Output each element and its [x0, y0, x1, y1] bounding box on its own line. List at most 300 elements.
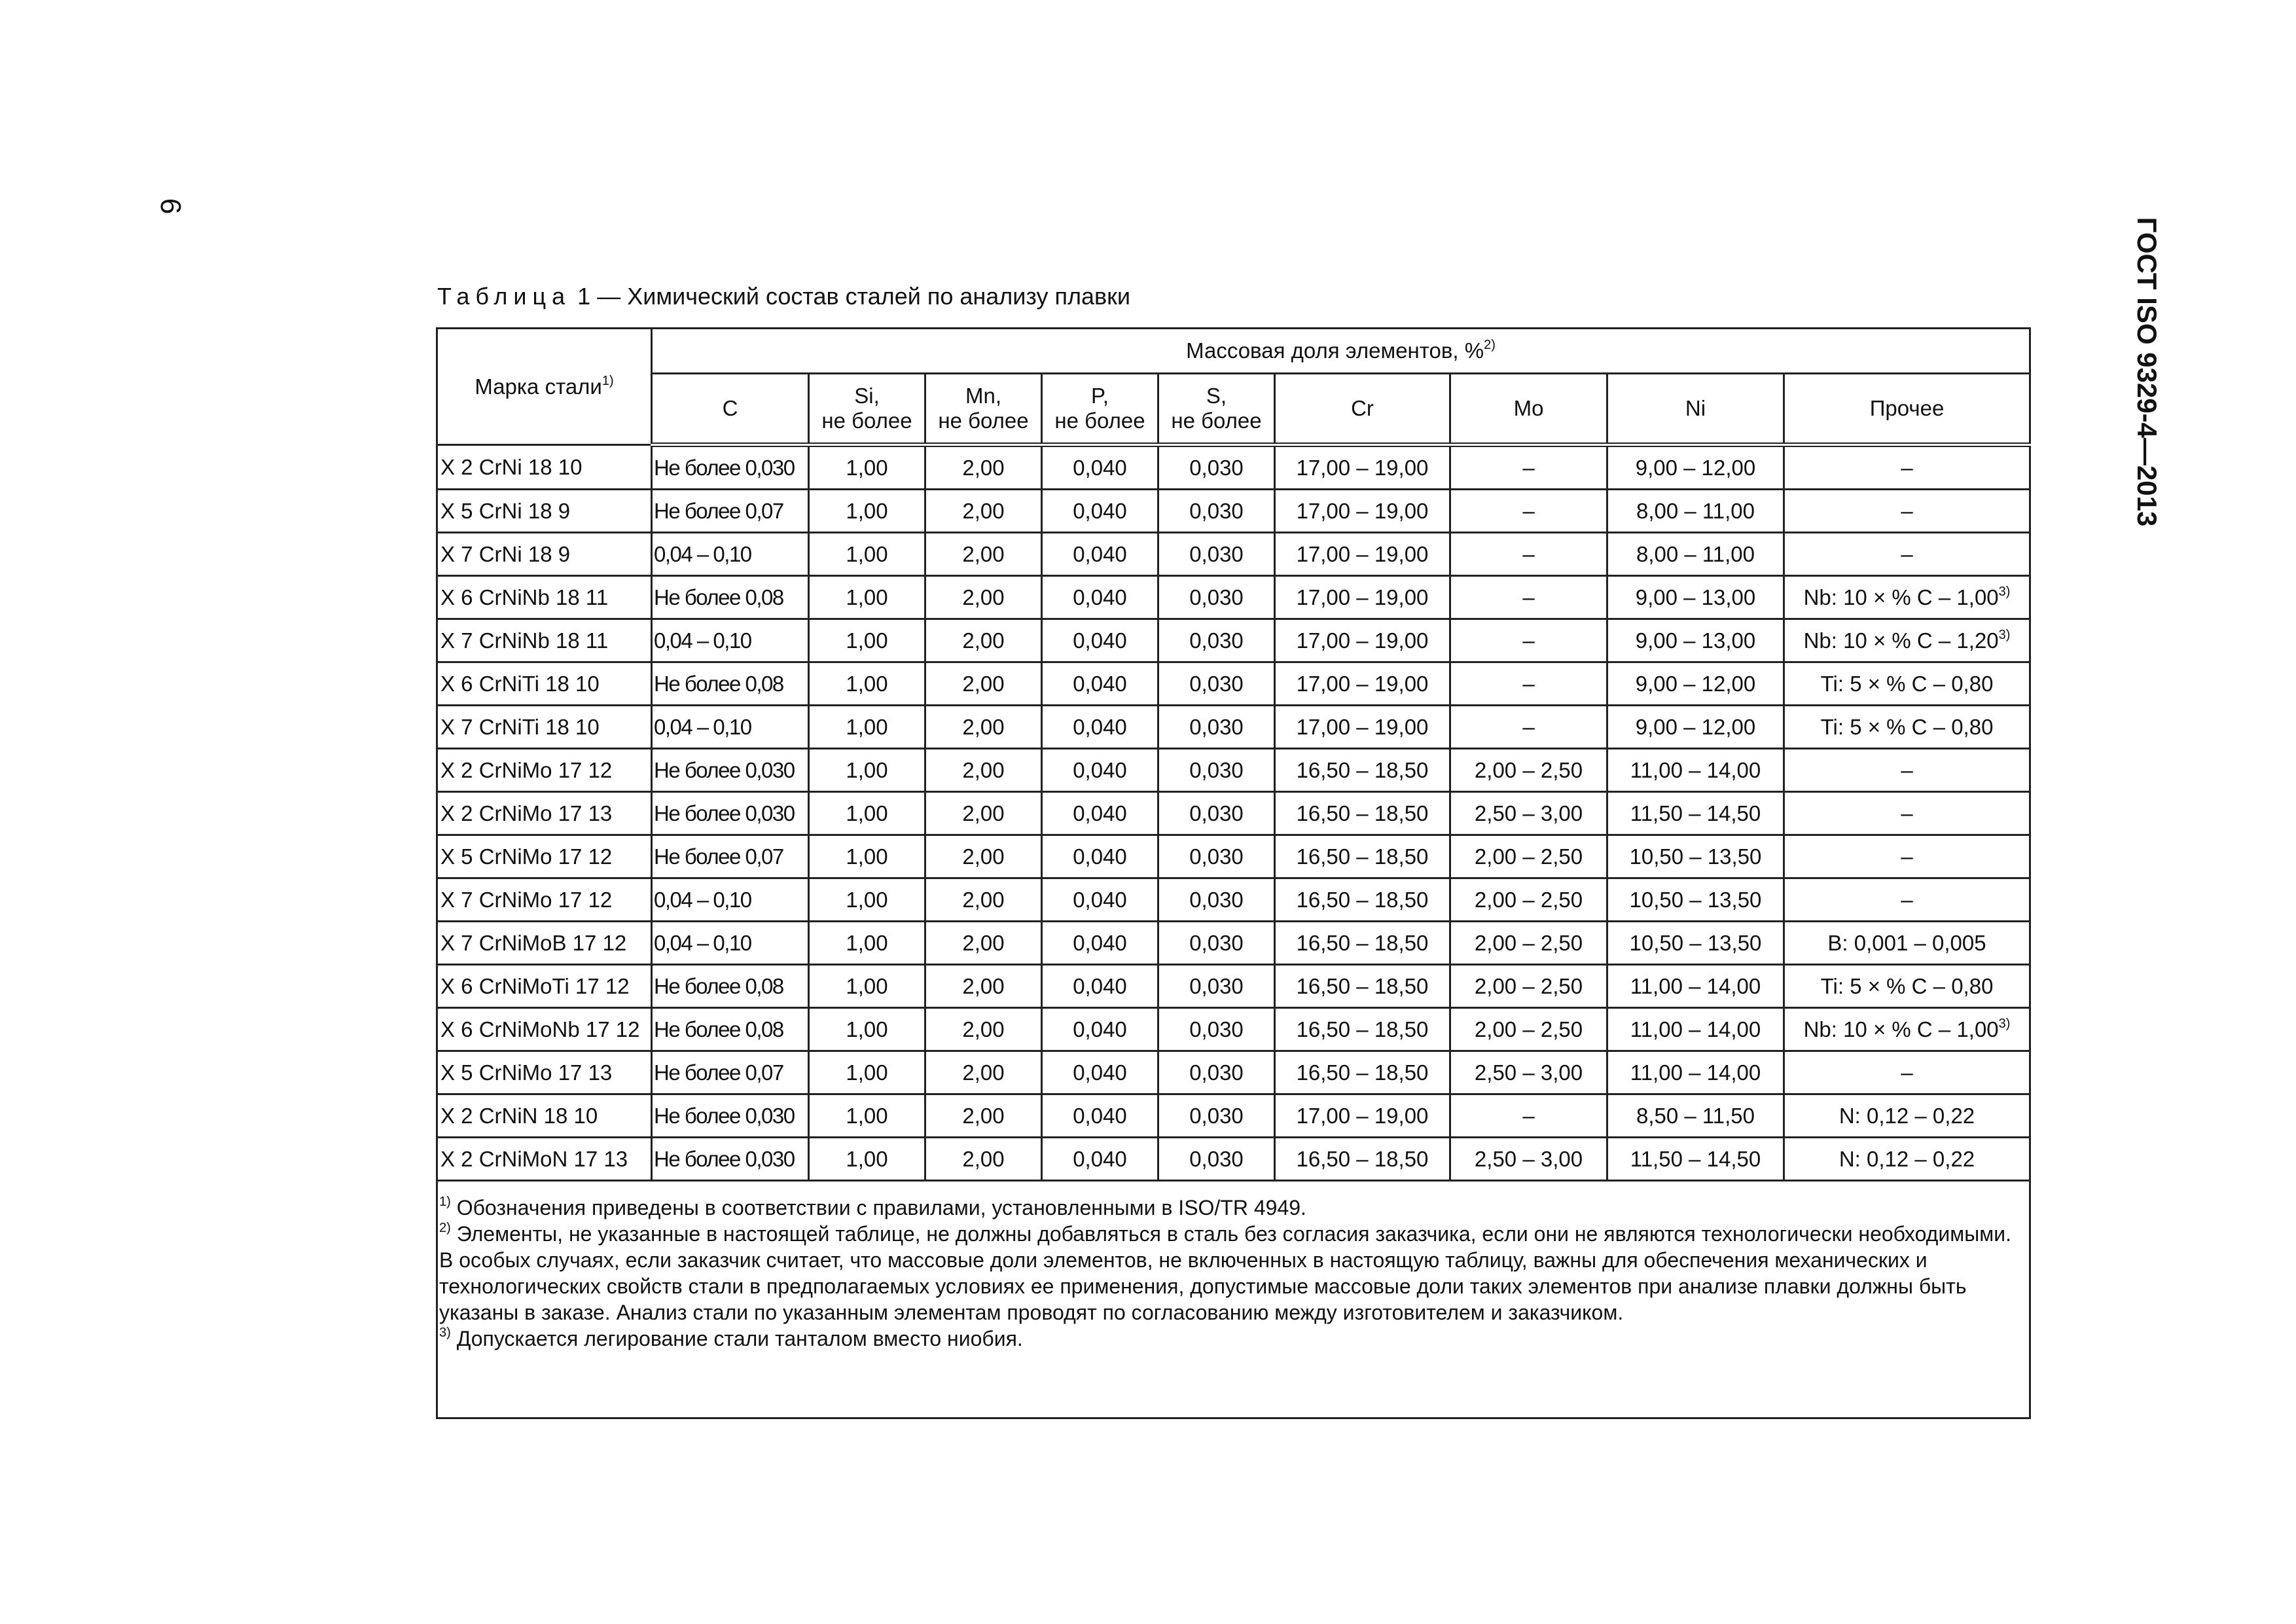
cell-mo-value: 2,50 – 3,00	[1474, 1146, 1583, 1171]
cell-grade	[437, 576, 652, 619]
cell-ni-value: 10,50 – 13,50	[1629, 887, 1762, 912]
cell-p	[1042, 490, 1158, 533]
cell-other	[1784, 792, 2030, 835]
cell-si-value: 1,00	[846, 844, 888, 869]
cell-c-value: Не более 0,07	[654, 498, 783, 523]
cell-cr-value: 16,50 – 18,50	[1296, 930, 1429, 955]
cell-p-value: 0,040	[1073, 498, 1127, 523]
cell-s-value: 0,030	[1189, 455, 1244, 480]
cell-mn-value: 2,00	[962, 757, 1005, 782]
cell-si	[809, 835, 925, 878]
cell-ni	[1607, 533, 1784, 576]
cell-c	[652, 445, 809, 490]
cell-mo	[1450, 922, 1607, 965]
cell-s	[1158, 576, 1275, 619]
cell-s	[1158, 1051, 1275, 1094]
cell-mn	[925, 619, 1042, 662]
cell-cr	[1275, 749, 1450, 792]
cell-s-value: 0,030	[1189, 930, 1244, 955]
header-element-limit: не более	[821, 408, 912, 433]
cell-grade	[437, 965, 652, 1008]
cell-p-value: 0,040	[1073, 585, 1127, 609]
cell-ni-value: 8,00 – 11,00	[1636, 498, 1755, 523]
cell-other-value: Nb: 10 × % C – 1,20	[1803, 628, 1999, 653]
cell-cr	[1275, 445, 1450, 490]
cell-mn	[925, 749, 1042, 792]
footnote	[439, 1326, 2026, 1352]
cell-p-value: 0,040	[1073, 541, 1127, 566]
cell-mn	[925, 878, 1042, 922]
header-element-symbol: Ni	[1685, 396, 1706, 420]
cell-mn-value: 2,00	[962, 498, 1005, 523]
cell-c	[652, 1138, 809, 1181]
cell-p	[1042, 662, 1158, 706]
header-element-column	[925, 374, 1042, 445]
cell-mn-value: 2,00	[962, 1103, 1005, 1128]
cell-cr-value: 17,00 – 19,00	[1296, 714, 1429, 739]
cell-c	[652, 835, 809, 878]
cell-other-value: –	[1901, 844, 1913, 869]
cell-grade	[437, 490, 652, 533]
cell-cr	[1275, 922, 1450, 965]
cell-s	[1158, 662, 1275, 706]
cell-si	[809, 662, 925, 706]
header-element-column	[1450, 374, 1607, 445]
cell-c-value: 0,04 – 0,10	[654, 628, 751, 653]
cell-ni-value: 9,00 – 13,00	[1635, 628, 1756, 653]
cell-s	[1158, 1008, 1275, 1051]
cell-c	[652, 878, 809, 922]
cell-other-value: –	[1901, 801, 1913, 825]
cell-ni-value: 11,50 – 14,50	[1630, 801, 1761, 825]
cell-grade	[437, 1051, 652, 1094]
cell-ni	[1607, 922, 1784, 965]
cell-mo	[1450, 1138, 1607, 1181]
cell-c-value: Не более 0,07	[654, 1060, 783, 1085]
cell-c	[652, 965, 809, 1008]
cell-other-value: Ti: 5 × % C – 0,80	[1820, 714, 1994, 739]
cell-ni-value: 10,50 – 13,50	[1629, 930, 1762, 955]
cell-mo	[1450, 835, 1607, 878]
table-row	[437, 490, 2030, 533]
cell-mo	[1450, 576, 1607, 619]
header-element-symbol: Cr	[1351, 396, 1374, 420]
cell-other	[1784, 619, 2030, 662]
cell-s	[1158, 490, 1275, 533]
cell-s-value: 0,030	[1189, 628, 1244, 653]
cell-c	[652, 792, 809, 835]
cell-mn-value: 2,00	[962, 671, 1005, 696]
table-row	[437, 706, 2030, 749]
cell-mn	[925, 1008, 1042, 1051]
cell-p	[1042, 576, 1158, 619]
cell-mo	[1450, 878, 1607, 922]
cell-s	[1158, 792, 1275, 835]
cell-other	[1784, 1051, 2030, 1094]
cell-grade	[437, 445, 652, 490]
cell-s-value: 0,030	[1189, 541, 1244, 566]
header-element-row	[437, 374, 2030, 445]
cell-si-value: 1,00	[846, 671, 888, 696]
cell-cr	[1275, 835, 1450, 878]
cell-p	[1042, 878, 1158, 922]
cell-other-value: Nb: 10 × % C – 1,00	[1803, 1017, 1999, 1041]
cell-mo-value: –	[1522, 671, 1535, 696]
cell-cr-value: 16,50 – 18,50	[1296, 887, 1429, 912]
footnote-text: Допускается легирование стали танталом вместо ниобия.	[456, 1327, 1023, 1350]
table-row	[437, 1051, 2030, 1094]
cell-cr-value: 16,50 – 18,50	[1296, 1060, 1429, 1085]
cell-c-value: Не более 0,030	[654, 1103, 795, 1128]
cell-other	[1784, 1008, 2030, 1051]
cell-grade-value: X 7 CrNiTi 18 10	[440, 714, 600, 739]
table-row	[437, 1138, 2030, 1181]
cell-s-value: 0,030	[1189, 973, 1244, 998]
cell-si-value: 1,00	[846, 1017, 888, 1041]
table-row	[437, 792, 2030, 835]
cell-mo-value: 2,00 – 2,50	[1474, 844, 1583, 869]
header-element-column	[1784, 374, 2030, 445]
cell-s	[1158, 1138, 1275, 1181]
cell-mn	[925, 1051, 1042, 1094]
cell-other-value: N: 0,12 – 0,22	[1839, 1103, 1975, 1128]
cell-mn	[925, 576, 1042, 619]
cell-grade-value: X 6 CrNiNb 18 11	[440, 585, 609, 609]
cell-mo-value: –	[1522, 585, 1535, 609]
cell-grade-value: X 7 CrNi 18 9	[440, 541, 571, 566]
cell-mn-value: 2,00	[962, 1060, 1005, 1085]
cell-mn	[925, 835, 1042, 878]
cell-mo-value: 2,00 – 2,50	[1474, 757, 1583, 782]
cell-cr-value: 17,00 – 19,00	[1296, 1103, 1429, 1128]
cell-s	[1158, 965, 1275, 1008]
cell-s-value: 0,030	[1189, 757, 1244, 782]
cell-p-value: 0,040	[1073, 1146, 1127, 1171]
table-row	[437, 619, 2030, 662]
cell-p-value: 0,040	[1073, 973, 1127, 998]
cell-mo-value: –	[1522, 455, 1535, 480]
cell-mo-value: –	[1522, 628, 1535, 653]
cell-c	[652, 1094, 809, 1138]
cell-s	[1158, 749, 1275, 792]
cell-c-value: Не более 0,08	[654, 585, 783, 609]
cell-cr	[1275, 1138, 1450, 1181]
cell-mo	[1450, 1008, 1607, 1051]
cell-p-value: 0,040	[1073, 455, 1127, 480]
cell-other-value: –	[1901, 1060, 1913, 1085]
cell-cr-value: 16,50 – 18,50	[1296, 757, 1429, 782]
cell-grade-value: X 6 CrNiMoNb 17 12	[440, 1017, 640, 1041]
cell-ni-value: 11,00 – 14,00	[1630, 757, 1761, 782]
table-row	[437, 878, 2030, 922]
cell-other	[1784, 749, 2030, 792]
cell-s	[1158, 835, 1275, 878]
cell-c	[652, 706, 809, 749]
cell-other	[1784, 878, 2030, 922]
cell-other	[1784, 662, 2030, 706]
cell-cr-value: 16,50 – 18,50	[1296, 973, 1429, 998]
cell-other	[1784, 1138, 2030, 1181]
cell-ni	[1607, 619, 1784, 662]
cell-mn-value: 2,00	[962, 541, 1005, 566]
cell-p-value: 0,040	[1073, 887, 1127, 912]
cell-s-value: 0,030	[1189, 1103, 1244, 1128]
cell-grade-value: X 6 CrNiTi 18 10	[440, 671, 600, 696]
chemical-composition-table	[436, 327, 2031, 1419]
cell-grade	[437, 706, 652, 749]
cell-mo-value: 2,50 – 3,00	[1474, 801, 1583, 825]
cell-ni-value: 9,00 – 12,00	[1635, 714, 1756, 739]
cell-ni-value: 9,00 – 12,00	[1635, 671, 1756, 696]
cell-p-value: 0,040	[1073, 930, 1127, 955]
cell-cr	[1275, 619, 1450, 662]
cell-s-value: 0,030	[1189, 801, 1244, 825]
cell-s-value: 0,030	[1189, 1146, 1244, 1171]
cell-grade-value: X 2 CrNiMo 17 12	[440, 757, 613, 782]
cell-cr	[1275, 792, 1450, 835]
cell-mn-value: 2,00	[962, 585, 1005, 609]
cell-si-value: 1,00	[846, 585, 888, 609]
cell-c-value: Не более 0,030	[654, 455, 795, 480]
cell-ni	[1607, 662, 1784, 706]
cell-p-value: 0,040	[1073, 757, 1127, 782]
cell-ni	[1607, 878, 1784, 922]
cell-si-value: 1,00	[846, 541, 888, 566]
cell-si	[809, 792, 925, 835]
cell-c-value: Не более 0,08	[654, 671, 783, 696]
cell-c-value: Не более 0,030	[654, 1146, 795, 1171]
cell-p	[1042, 619, 1158, 662]
table-row	[437, 576, 2030, 619]
caption-text: — Химический состав сталей по анализу плавки	[597, 283, 1131, 310]
table-row	[437, 965, 2030, 1008]
caption-word: Таблица	[437, 283, 571, 310]
cell-mn	[925, 1138, 1042, 1181]
cell-grade	[437, 662, 652, 706]
footnote-text: Обозначения приведены в соответствии с правилами, установленными в ISO/TR 4949.	[456, 1196, 1306, 1219]
cell-grade-value: X 5 CrNiMo 17 13	[440, 1060, 613, 1085]
cell-ni-value: 11,00 – 14,00	[1630, 1060, 1761, 1085]
cell-si-value: 1,00	[846, 455, 888, 480]
cell-cr-value: 16,50 – 18,50	[1296, 1017, 1429, 1041]
cell-c-value: Не более 0,030	[654, 757, 795, 782]
cell-grade-value: X 6 CrNiMoTi 17 12	[440, 973, 630, 998]
cell-s	[1158, 1094, 1275, 1138]
cell-mo	[1450, 792, 1607, 835]
cell-mo-value: –	[1522, 714, 1535, 739]
cell-mn-value: 2,00	[962, 1017, 1005, 1041]
cell-c	[652, 619, 809, 662]
cell-si	[809, 749, 925, 792]
cell-p	[1042, 922, 1158, 965]
cell-mn-value: 2,00	[962, 887, 1005, 912]
cell-c	[652, 533, 809, 576]
document-code: ГОСТ ISO 9329-4—2013	[2132, 217, 2162, 527]
cell-grade-value: X 2 CrNiN 18 10	[440, 1103, 598, 1128]
cell-si-value: 1,00	[846, 1103, 888, 1128]
cell-grade	[437, 1138, 652, 1181]
footnote	[439, 1195, 2026, 1221]
cell-grade	[437, 878, 652, 922]
cell-s-value: 0,030	[1189, 498, 1244, 523]
table-body	[437, 445, 2030, 1181]
cell-grade	[437, 1094, 652, 1138]
cell-other	[1784, 1094, 2030, 1138]
header-steel-grade-label: Марка стали	[475, 374, 602, 399]
cell-p-value: 0,040	[1073, 628, 1127, 653]
cell-c-value: Не более 0,08	[654, 973, 783, 998]
cell-si	[809, 1094, 925, 1138]
cell-mo-value: –	[1522, 498, 1535, 523]
cell-p	[1042, 1094, 1158, 1138]
cell-si-value: 1,00	[846, 930, 888, 955]
cell-cr	[1275, 662, 1450, 706]
cell-si-value: 1,00	[846, 498, 888, 523]
table-row	[437, 533, 2030, 576]
cell-p	[1042, 533, 1158, 576]
cell-s-value: 0,030	[1189, 887, 1244, 912]
cell-grade-value: X 2 CrNiMo 17 13	[440, 801, 613, 825]
cell-cr-value: 17,00 – 19,00	[1296, 671, 1429, 696]
cell-c	[652, 749, 809, 792]
cell-s	[1158, 445, 1275, 490]
header-mass-fraction-footnote-ref: 2)	[1484, 338, 1496, 352]
cell-s	[1158, 706, 1275, 749]
header-mass-fraction	[652, 329, 2030, 374]
cell-mo	[1450, 445, 1607, 490]
cell-c-value: 0,04 – 0,10	[654, 930, 751, 955]
cell-other	[1784, 922, 2030, 965]
cell-p-value: 0,040	[1073, 671, 1127, 696]
header-element-symbol: C	[722, 396, 738, 420]
cell-mn	[925, 445, 1042, 490]
cell-si	[809, 576, 925, 619]
cell-si-value: 1,00	[846, 1146, 888, 1171]
cell-mo-value: –	[1522, 1103, 1535, 1128]
cell-c-value: 0,04 – 0,10	[654, 541, 751, 566]
cell-ni	[1607, 445, 1784, 490]
cell-mn-value: 2,00	[962, 455, 1005, 480]
cell-other-value: –	[1901, 757, 1913, 782]
table-footnotes	[437, 1181, 2030, 1418]
cell-si	[809, 706, 925, 749]
cell-other	[1784, 835, 2030, 878]
cell-grade	[437, 749, 652, 792]
cell-c	[652, 662, 809, 706]
cell-mn	[925, 533, 1042, 576]
cell-mo	[1450, 662, 1607, 706]
cell-other	[1784, 445, 2030, 490]
cell-c-value: Не более 0,07	[654, 844, 783, 869]
cell-ni	[1607, 1008, 1784, 1051]
cell-ni	[1607, 792, 1784, 835]
cell-cr	[1275, 1094, 1450, 1138]
cell-si	[809, 533, 925, 576]
cell-ni-value: 11,00 – 14,00	[1630, 973, 1761, 998]
cell-c-value: 0,04 – 0,10	[654, 887, 751, 912]
cell-cr-value: 17,00 – 19,00	[1296, 585, 1429, 609]
header-element-symbol: Si,	[854, 384, 880, 408]
cell-cr	[1275, 576, 1450, 619]
cell-p	[1042, 1051, 1158, 1094]
cell-cr	[1275, 533, 1450, 576]
cell-ni-value: 8,50 – 11,50	[1636, 1103, 1755, 1128]
cell-ni	[1607, 835, 1784, 878]
cell-si-value: 1,00	[846, 714, 888, 739]
cell-other	[1784, 965, 2030, 1008]
cell-mn-value: 2,00	[962, 930, 1005, 955]
cell-cr-value: 16,50 – 18,50	[1296, 1146, 1429, 1171]
cell-grade-value: X 2 CrNiMoN 17 13	[440, 1146, 628, 1171]
table-row	[437, 662, 2030, 706]
cell-ni	[1607, 1051, 1784, 1094]
cell-si	[809, 922, 925, 965]
footnote-ref: 3)	[1998, 627, 2011, 642]
cell-other-value: B: 0,001 – 0,005	[1827, 930, 1986, 955]
cell-other-value: –	[1901, 887, 1913, 912]
cell-si	[809, 1051, 925, 1094]
cell-s	[1158, 922, 1275, 965]
footnote-ref: 3)	[1998, 1016, 2011, 1031]
cell-c	[652, 922, 809, 965]
cell-si	[809, 490, 925, 533]
table-row	[437, 1008, 2030, 1051]
cell-p-value: 0,040	[1073, 1060, 1127, 1085]
cell-mn	[925, 1094, 1042, 1138]
cell-mn	[925, 792, 1042, 835]
cell-mn-value: 2,00	[962, 973, 1005, 998]
cell-c-value: 0,04 – 0,10	[654, 714, 751, 739]
cell-si	[809, 619, 925, 662]
cell-ni	[1607, 965, 1784, 1008]
cell-si	[809, 878, 925, 922]
header-element-symbol: P,	[1091, 384, 1109, 408]
cell-p	[1042, 965, 1158, 1008]
cell-grade	[437, 835, 652, 878]
cell-cr-value: 17,00 – 19,00	[1296, 455, 1429, 480]
cell-cr-value: 17,00 – 19,00	[1296, 498, 1429, 523]
cell-mo-value: 2,00 – 2,50	[1474, 973, 1583, 998]
cell-s	[1158, 878, 1275, 922]
cell-p	[1042, 445, 1158, 490]
cell-other-value: N: 0,12 – 0,22	[1839, 1146, 1975, 1171]
cell-other-value: Ti: 5 × % C – 0,80	[1820, 973, 1994, 998]
cell-mn-value: 2,00	[962, 1146, 1005, 1171]
cell-ni	[1607, 1138, 1784, 1181]
cell-cr-value: 17,00 – 19,00	[1296, 628, 1429, 653]
cell-si	[809, 445, 925, 490]
cell-grade	[437, 792, 652, 835]
cell-si-value: 1,00	[846, 801, 888, 825]
table-row	[437, 922, 2030, 965]
table-header	[437, 329, 2030, 445]
cell-other	[1784, 576, 2030, 619]
cell-mo	[1450, 1051, 1607, 1094]
cell-mn	[925, 965, 1042, 1008]
cell-mn-value: 2,00	[962, 844, 1005, 869]
cell-si-value: 1,00	[846, 628, 888, 653]
cell-ni	[1607, 706, 1784, 749]
header-element-symbol: Mo	[1513, 396, 1544, 420]
cell-grade	[437, 1008, 652, 1051]
cell-si-value: 1,00	[846, 887, 888, 912]
cell-mo-value: 2,00 – 2,50	[1474, 1017, 1583, 1041]
cell-mn	[925, 662, 1042, 706]
cell-grade-value: X 7 CrNiNb 18 11	[440, 628, 609, 653]
cell-ni-value: 11,00 – 14,00	[1630, 1017, 1761, 1041]
cell-mo-value: 2,00 – 2,50	[1474, 887, 1583, 912]
cell-other-value: –	[1901, 541, 1913, 566]
